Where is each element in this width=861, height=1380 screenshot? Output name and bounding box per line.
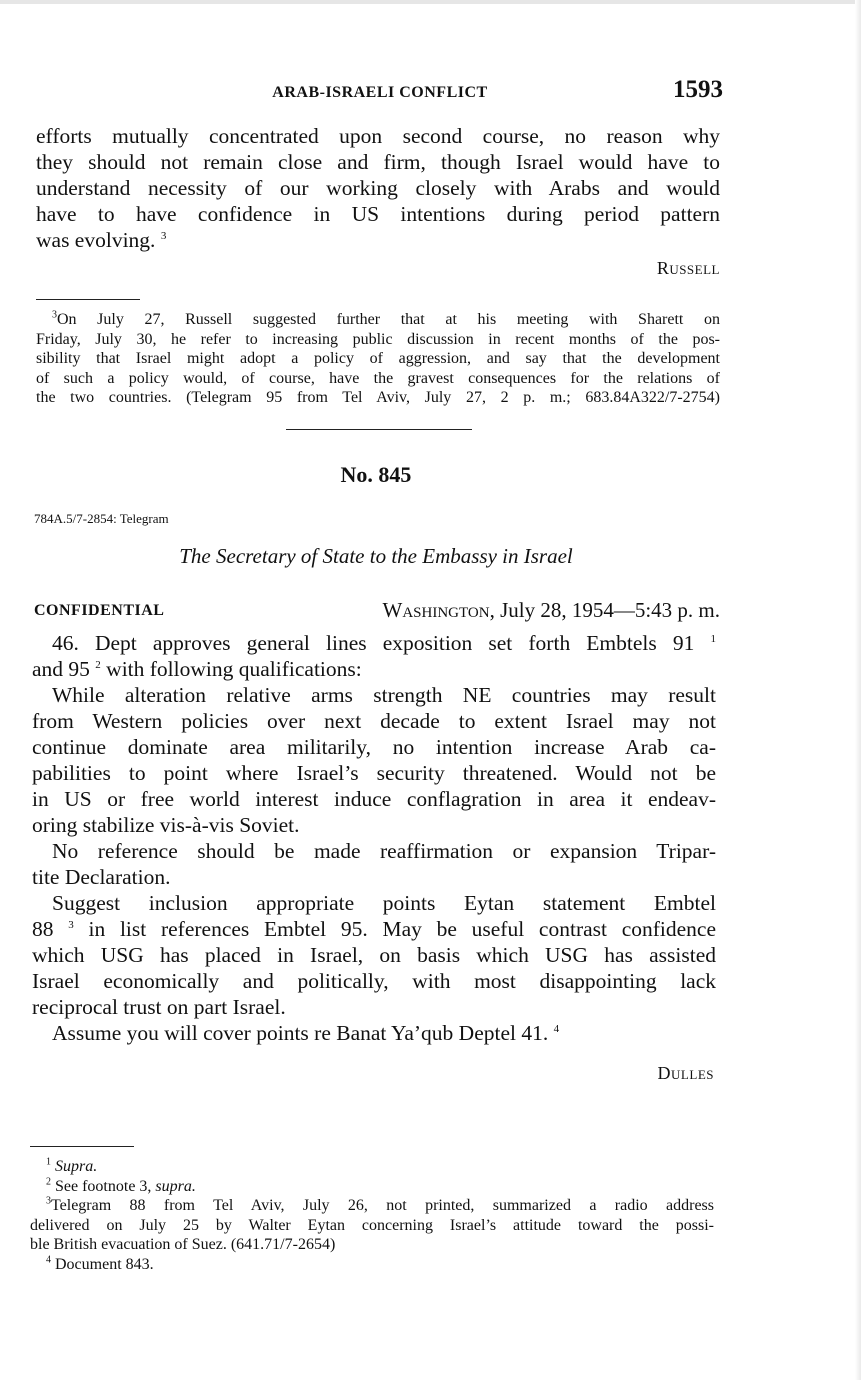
paragraph-arms-line: While alteration relative arms strength NE countries may result — [52, 683, 716, 707]
paragraph-arms-line: pabilities to point where Israel’s security threatened. Would not be — [32, 761, 716, 785]
running-header-title: ARAB-ISRAELI CONFLICT — [272, 84, 488, 101]
footnote-line: $^3$On July 27, Russell suggested further that at his meeting with Sharett on — [52, 309, 720, 328]
footnote-3-line: $^3$Telegram 88 from Tel Aviv, July 26, not printed, summarized a radio address — [46, 1195, 714, 1214]
paragraph-tripartite-line: No reference should be made reaffirmation or expansion Tripar- — [52, 839, 716, 863]
paragraph-banat-yaqub: Assume you will cover points re Banat Ya’qub Deptel 41. $^4$ — [52, 1021, 560, 1045]
continuation-line: have to have confidence in US intentions during period pattern — [36, 202, 720, 226]
classification: CONFIDENTIAL — [34, 602, 165, 619]
footnote-3-line: ble British evacuation of Suez. (641.71/7-2654) — [30, 1236, 336, 1253]
footnote-3-top — [36, 310, 720, 408]
footnote-rule — [36, 299, 140, 300]
paragraph-46-line: 46. Dept approves general lines exposition set forth Embtels 91 $^1$ — [52, 631, 717, 655]
file-reference: 784A.5/7-2854: Telegram — [34, 511, 169, 526]
footnote-ref: 3 — [68, 918, 74, 931]
dateline-date: , July 28, 1954—5:43 p. m. — [489, 598, 720, 622]
footnote-3-line: delivered on July 25 by Walter Eytan concerning Israel’s attitude toward the possi- — [30, 1216, 714, 1234]
page-number: 1593 — [673, 76, 723, 103]
footnote-ref: 1 — [710, 632, 717, 645]
dateline-place: Washington — [382, 598, 490, 622]
footnote-ref: 3 — [160, 229, 167, 242]
continuation-line: efforts mutually concentrated upon second course, no reason why — [36, 124, 720, 148]
footnotes-bottom — [30, 1157, 714, 1274]
paragraph-eytan-line: Suggest inclusion appropriate points Eytan statement Embtel — [52, 891, 716, 915]
scan-right-edge — [855, 0, 861, 1380]
footnote-line: Friday, July 30, he refer to increasing public discussion in recent months of the pos- — [36, 330, 720, 348]
footnote-line: the two countries. (Telegram 95 from Tel Aviv, July 27, 2 p. m.; 683.84A322/7-2754) — [36, 389, 720, 406]
footnote-line: of such a policy would, of course, have the gravest consequences for the relations of — [36, 369, 720, 387]
telegram-body — [32, 630, 716, 1046]
footnote-ref: 4 — [553, 1022, 560, 1035]
document-title: The Secretary of State to the Embassy in Israel — [179, 544, 573, 568]
signature-dulles: Dulles — [657, 1063, 714, 1083]
scan-top-edge — [0, 0, 861, 4]
paragraph-arms-line: oring stabilize vis-à-vis Soviet. — [32, 813, 300, 837]
continuation-paragraph — [36, 123, 720, 253]
footnote-line: sibility that Israel might adopt a policy of aggression, and say that the development — [36, 350, 720, 367]
paragraph-arms-line: in US or free world interest induce conflagration in area it endeav- — [32, 787, 716, 811]
paragraph-46-line: and 95 $^2$ with following qualifications: — [32, 657, 362, 681]
paragraph-arms-line: from Western policies over next decade to extent Israel may not — [32, 709, 716, 733]
continuation-line-last: was evolving. $^3$ — [36, 228, 167, 252]
paragraph-tripartite-line: tite Declaration. — [32, 865, 171, 889]
footnote-4: $^4$ Document 843. — [46, 1254, 154, 1273]
paragraph-eytan-line: reciprocal trust on part Israel. — [32, 995, 286, 1019]
section-separator — [286, 429, 472, 430]
footnote-2: $^2$ See footnote 3, supra. — [46, 1176, 196, 1195]
footnote-1: $^1$ Supra. — [46, 1156, 98, 1175]
continuation-line: understand necessity of our working closely with Arabs and would — [36, 176, 720, 200]
document-number: No. 845 — [340, 462, 412, 487]
paragraph-eytan-line: 88 $^3$ in list references Embtel 95. May be useful contrast confidence — [32, 917, 717, 941]
footnote-rule — [30, 1146, 134, 1147]
continuation-line: they should not remain close and firm, though Israel would have to — [36, 150, 720, 174]
footnote-ref: 2 — [95, 658, 101, 671]
signature-russell: Russell — [656, 258, 720, 278]
paragraph-arms-line: continue dominate area militarily, no intention increase Arab ca- — [32, 735, 716, 759]
dateline — [300, 598, 720, 623]
paragraph-eytan-line: Israel economically and politically, with most disappointing lack — [32, 969, 716, 993]
footnote-marker: 3 — [52, 309, 57, 321]
paragraph-eytan-line: which USG has placed in Israel, on basis which USG has assisted — [32, 943, 716, 967]
